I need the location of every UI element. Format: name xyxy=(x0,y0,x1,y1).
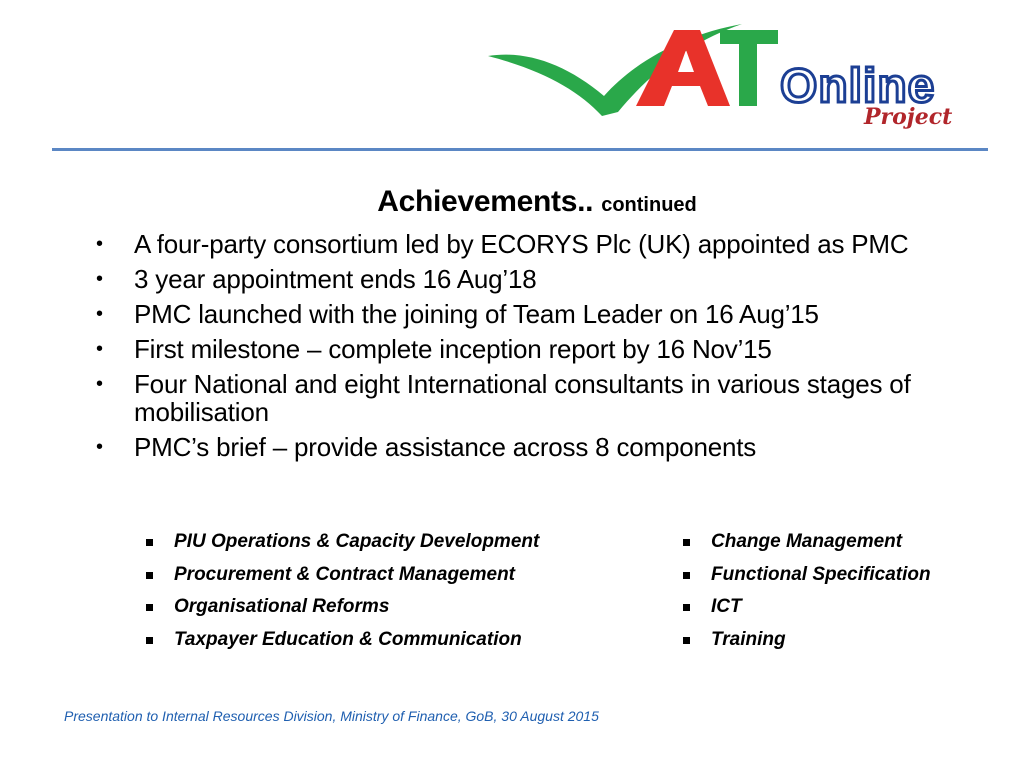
square-bullet-icon xyxy=(146,637,153,644)
component-label: Training xyxy=(711,628,786,650)
component-item xyxy=(681,595,931,628)
vat-online-logo-graphic xyxy=(486,20,1002,132)
bullet-icon: • xyxy=(96,338,103,360)
component-label: Procurement & Contract Management xyxy=(174,563,516,585)
slide-title-suffix: continued xyxy=(601,194,697,216)
bullet-icon: • xyxy=(96,268,103,290)
component-label: Change Management xyxy=(711,531,903,552)
component-label: Taxpayer Education & Communication xyxy=(174,628,522,650)
bullet-icon: • xyxy=(96,233,103,255)
component-item xyxy=(144,530,539,563)
slide-footer: Presentation to Internal Resources Division, Ministry of Finance, GoB, 30 August 2015 xyxy=(64,708,599,724)
bullet-icon: • xyxy=(96,303,103,325)
component-item xyxy=(144,563,539,596)
square-bullet-icon xyxy=(683,637,690,644)
svg-text:Online: Online xyxy=(780,60,936,113)
header-divider xyxy=(52,148,988,151)
components-list-left xyxy=(144,530,539,660)
component-item xyxy=(681,563,931,596)
square-bullet-icon xyxy=(146,572,153,579)
component-label: Organisational Reforms xyxy=(174,596,390,617)
square-bullet-icon xyxy=(683,604,690,611)
bullet-text: First milestone – complete inception report by 16 Nov’15 xyxy=(134,334,772,364)
square-bullet-icon xyxy=(146,604,153,611)
bullet-item xyxy=(96,230,986,258)
bullet-item xyxy=(96,433,986,461)
components-list-right xyxy=(681,530,931,660)
achievements-list xyxy=(96,230,986,468)
square-bullet-icon xyxy=(146,539,153,546)
vat-online-logo xyxy=(486,20,1002,132)
slide-title-main: Achievements.. xyxy=(377,185,594,218)
bullet-item xyxy=(96,265,986,293)
component-item xyxy=(144,628,539,661)
bullet-text: Four National and eight International consultants in various stages of mobilisation xyxy=(134,369,911,427)
bullet-text: 3 year appointment ends 16 Aug’18 xyxy=(134,264,537,294)
slide-title xyxy=(0,182,1024,225)
bullet-text: A four-party consortium led by ECORYS Plc (UK) appointed as PMC xyxy=(134,229,909,259)
svg-text:Project: Project xyxy=(864,104,953,130)
bullet-icon: • xyxy=(96,373,103,395)
component-label: ICT xyxy=(711,596,742,617)
bullet-item xyxy=(96,370,986,426)
component-label: PIU Operations & Capacity Development xyxy=(174,531,540,552)
component-item xyxy=(681,628,931,661)
bullet-icon: • xyxy=(96,436,103,458)
bullet-item xyxy=(96,335,986,363)
component-item xyxy=(144,595,539,628)
bullet-text: PMC’s brief – provide assistance across 8 components xyxy=(134,432,757,462)
component-label: Functional Specification xyxy=(711,563,931,585)
bullet-text: PMC launched with the joining of Team Leader on 16 Aug’15 xyxy=(134,299,819,329)
square-bullet-icon xyxy=(683,539,690,546)
bullet-item xyxy=(96,300,986,328)
component-item xyxy=(681,530,931,563)
square-bullet-icon xyxy=(683,572,690,579)
